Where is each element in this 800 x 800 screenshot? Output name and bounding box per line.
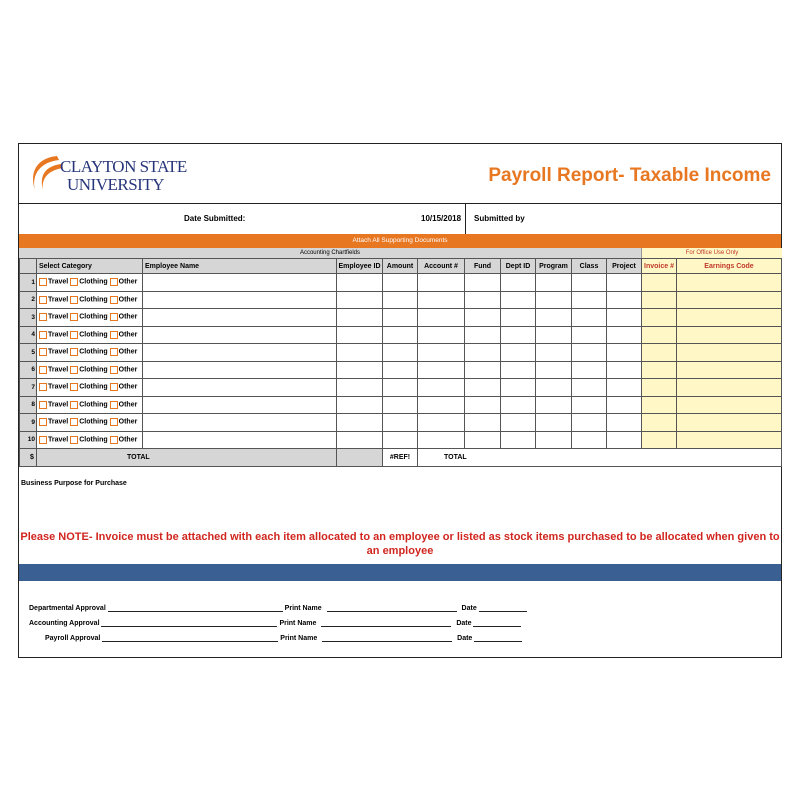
employee-id-cell[interactable] — [337, 379, 383, 397]
account-cell[interactable] — [418, 291, 465, 309]
class-cell[interactable] — [572, 396, 607, 414]
row-number-header — [20, 259, 37, 274]
class-cell[interactable] — [572, 379, 607, 397]
travel-label: Travel — [48, 348, 69, 356]
select-category-header: Select Category — [37, 259, 143, 274]
employee-name-cell[interactable] — [143, 396, 337, 414]
employee-id-cell[interactable] — [337, 344, 383, 362]
category-cell — [37, 344, 143, 362]
earnings-code-cell[interactable] — [677, 361, 782, 379]
divider — [19, 203, 781, 204]
other-label: Other — [118, 401, 138, 409]
project-cell[interactable] — [607, 431, 642, 449]
table-row — [20, 309, 782, 327]
other-label: Other — [118, 436, 138, 444]
travel-checkbox[interactable] — [39, 331, 47, 339]
other-label: Other — [118, 418, 138, 426]
clothing-label: Clothing — [79, 296, 108, 304]
program-cell[interactable] — [536, 396, 572, 414]
amount-cell[interactable] — [383, 414, 418, 432]
employee-name-cell[interactable] — [143, 379, 337, 397]
account-cell[interactable] — [418, 361, 465, 379]
print-name-field[interactable] — [321, 619, 451, 627]
earnings-code-cell[interactable] — [677, 291, 782, 309]
category-cell — [37, 431, 143, 449]
print-name-label: Print Name — [279, 620, 317, 627]
fund-header: Fund — [465, 259, 501, 274]
project-cell[interactable] — [607, 414, 642, 432]
expense-table — [19, 258, 782, 467]
class-header: Class — [572, 259, 607, 274]
row-number: 10 — [20, 431, 37, 449]
employee-name-cell[interactable] — [143, 431, 337, 449]
approval-row-departmental — [29, 604, 527, 612]
dept-id-cell[interactable] — [501, 361, 536, 379]
program-cell[interactable] — [536, 326, 572, 344]
approval-label: Payroll Approval — [45, 635, 101, 642]
row-number: 1 — [20, 274, 37, 292]
table-row — [20, 431, 782, 449]
approval-label: Departmental Approval — [29, 605, 106, 612]
business-purpose-label: Business Purpose for Purchase — [21, 480, 127, 487]
account-cell[interactable] — [418, 344, 465, 362]
amount-cell[interactable] — [383, 344, 418, 362]
invoice-cell[interactable] — [642, 274, 677, 292]
project-cell[interactable] — [607, 379, 642, 397]
category-cell — [37, 274, 143, 292]
row-number: 3 — [20, 309, 37, 327]
account-cell[interactable] — [418, 326, 465, 344]
travel-checkbox[interactable] — [39, 313, 47, 321]
program-cell[interactable] — [536, 361, 572, 379]
invoice-header: Invoice # — [642, 259, 677, 274]
travel-label: Travel — [48, 296, 69, 304]
clothing-checkbox[interactable] — [70, 348, 78, 356]
row-number: 5 — [20, 344, 37, 362]
table-row — [20, 274, 782, 292]
earnings-code-cell[interactable] — [677, 326, 782, 344]
row-number: 7 — [20, 379, 37, 397]
earnings-code-header: Earnings Code — [677, 259, 782, 274]
project-cell[interactable] — [607, 274, 642, 292]
other-checkbox[interactable] — [110, 296, 118, 304]
class-cell[interactable] — [572, 361, 607, 379]
earnings-code-cell[interactable] — [677, 396, 782, 414]
other-label: Other — [118, 278, 138, 286]
amount-cell[interactable] — [383, 309, 418, 327]
program-cell[interactable] — [536, 274, 572, 292]
dept-id-cell[interactable] — [501, 309, 536, 327]
travel-checkbox[interactable] — [39, 436, 47, 444]
earnings-code-cell[interactable] — [677, 344, 782, 362]
project-cell[interactable] — [607, 309, 642, 327]
program-cell[interactable] — [536, 431, 572, 449]
project-cell[interactable] — [607, 326, 642, 344]
other-checkbox[interactable] — [110, 331, 118, 339]
fund-cell[interactable] — [465, 379, 501, 397]
other-checkbox[interactable] — [110, 418, 118, 426]
invoice-note: Please NOTE- Invoice must be attached with each item allocated to an employee or listed as stock items purchased to be allocated when given to an employee — [20, 531, 780, 557]
project-cell[interactable] — [607, 344, 642, 362]
invoice-cell[interactable] — [642, 361, 677, 379]
clothing-label: Clothing — [79, 366, 108, 374]
clothing-label: Clothing — [79, 418, 108, 426]
other-checkbox[interactable] — [110, 401, 118, 409]
table-header-row — [20, 259, 782, 274]
clothing-label: Clothing — [79, 383, 108, 391]
print-name-field[interactable] — [327, 604, 457, 612]
category-cell — [37, 291, 143, 309]
earnings-code-cell[interactable] — [677, 431, 782, 449]
fund-cell[interactable] — [465, 274, 501, 292]
clothing-checkbox[interactable] — [70, 313, 78, 321]
employee-id-cell[interactable] — [337, 414, 383, 432]
invoice-cell[interactable] — [642, 396, 677, 414]
table-row — [20, 344, 782, 362]
other-label: Other — [118, 296, 138, 304]
print-name-label: Print Name — [280, 635, 318, 642]
date-submitted-value[interactable]: 10/15/2018 — [421, 214, 462, 223]
project-header: Project — [607, 259, 642, 274]
clothing-checkbox[interactable] — [70, 331, 78, 339]
travel-label: Travel — [48, 313, 69, 321]
dept-id-cell[interactable] — [501, 414, 536, 432]
signature-field[interactable] — [101, 619, 277, 627]
other-checkbox[interactable] — [110, 313, 118, 321]
travel-checkbox[interactable] — [39, 348, 47, 356]
project-cell[interactable] — [607, 396, 642, 414]
dept-id-cell[interactable] — [501, 396, 536, 414]
other-label: Other — [118, 331, 138, 339]
clothing-checkbox[interactable] — [70, 401, 78, 409]
program-header: Program — [536, 259, 572, 274]
signature-field[interactable] — [108, 604, 283, 612]
class-cell[interactable] — [572, 431, 607, 449]
amount-cell[interactable] — [383, 396, 418, 414]
date-submitted-label: Date Submitted: — [184, 214, 246, 223]
employee-name-cell[interactable] — [143, 326, 337, 344]
fund-cell[interactable] — [465, 414, 501, 432]
row-number: 4 — [20, 326, 37, 344]
invoice-cell[interactable] — [642, 414, 677, 432]
row-number: 2 — [20, 291, 37, 309]
employee-id-cell[interactable] — [337, 291, 383, 309]
program-cell[interactable] — [536, 379, 572, 397]
table-row — [20, 291, 782, 309]
category-cell — [37, 396, 143, 414]
dept-id-cell[interactable] — [501, 379, 536, 397]
category-cell — [37, 309, 143, 327]
class-cell[interactable] — [572, 414, 607, 432]
table-row — [20, 396, 782, 414]
travel-label: Travel — [48, 418, 69, 426]
signature-field[interactable] — [102, 634, 278, 642]
date-label: Date — [457, 635, 473, 642]
travel-label: Travel — [48, 366, 69, 374]
office-use-header: For Office Use Only — [641, 248, 782, 259]
amount-cell[interactable] — [383, 379, 418, 397]
dept-id-header: Dept ID — [501, 259, 536, 274]
row-number: 6 — [20, 361, 37, 379]
attach-documents-banner: Attach All Supporting Documents — [19, 234, 781, 248]
travel-checkbox[interactable] — [39, 401, 47, 409]
account-cell[interactable] — [418, 309, 465, 327]
travel-checkbox[interactable] — [39, 296, 47, 304]
class-cell[interactable] — [572, 344, 607, 362]
clothing-checkbox[interactable] — [70, 366, 78, 374]
employee-name-cell[interactable] — [143, 274, 337, 292]
fund-cell[interactable] — [465, 396, 501, 414]
clothing-label: Clothing — [79, 436, 108, 444]
employee-name-cell[interactable] — [143, 344, 337, 362]
program-cell[interactable] — [536, 344, 572, 362]
fund-cell[interactable] — [465, 309, 501, 327]
travel-label: Travel — [48, 331, 69, 339]
other-checkbox[interactable] — [110, 383, 118, 391]
invoice-cell[interactable] — [642, 379, 677, 397]
fund-cell[interactable] — [465, 326, 501, 344]
fund-cell[interactable] — [465, 291, 501, 309]
employee-id-cell[interactable] — [337, 361, 383, 379]
date-label: Date — [456, 620, 472, 627]
category-cell — [37, 379, 143, 397]
other-checkbox[interactable] — [110, 366, 118, 374]
travel-checkbox[interactable] — [39, 278, 47, 286]
employee-id-header: Employee ID — [337, 259, 383, 274]
project-cell[interactable] — [607, 361, 642, 379]
category-cell — [37, 414, 143, 432]
date-field[interactable] — [474, 634, 522, 642]
approval-row-accounting — [29, 619, 521, 627]
account-cell[interactable] — [418, 274, 465, 292]
employee-name-cell[interactable] — [143, 309, 337, 327]
table-row — [20, 326, 782, 344]
print-name-label: Print Name — [284, 605, 322, 612]
other-label: Other — [118, 313, 138, 321]
university-logo — [27, 150, 187, 198]
category-cell — [37, 326, 143, 344]
travel-label: Travel — [48, 436, 69, 444]
employee-id-cell[interactable] — [337, 431, 383, 449]
date-field[interactable] — [479, 604, 527, 612]
table-row — [20, 361, 782, 379]
travel-label: Travel — [48, 401, 69, 409]
clothing-checkbox[interactable] — [70, 296, 78, 304]
travel-label: Travel — [48, 278, 69, 286]
account-header: Account # — [418, 259, 465, 274]
class-cell[interactable] — [572, 326, 607, 344]
clothing-checkbox[interactable] — [70, 383, 78, 391]
class-cell[interactable] — [572, 309, 607, 327]
amount-cell[interactable] — [383, 361, 418, 379]
invoice-cell[interactable] — [642, 309, 677, 327]
accounting-chartfields-header: Accounting Chartfields — [19, 248, 641, 259]
table-row — [20, 414, 782, 432]
total-label: TOTAL — [37, 449, 337, 467]
other-label: Other — [118, 348, 138, 356]
program-cell[interactable] — [536, 309, 572, 327]
dept-id-cell[interactable] — [501, 291, 536, 309]
employee-name-cell[interactable] — [143, 361, 337, 379]
dept-id-cell[interactable] — [501, 431, 536, 449]
total-spacer — [337, 449, 383, 467]
employee-id-cell[interactable] — [337, 396, 383, 414]
approval-row-payroll — [45, 634, 522, 642]
travel-checkbox[interactable] — [39, 366, 47, 374]
employee-id-cell[interactable] — [337, 274, 383, 292]
invoice-cell[interactable] — [642, 431, 677, 449]
amount-cell[interactable] — [383, 274, 418, 292]
class-cell[interactable] — [572, 274, 607, 292]
dept-id-cell[interactable] — [501, 326, 536, 344]
date-field[interactable] — [473, 619, 521, 627]
account-cell[interactable] — [418, 431, 465, 449]
row-number: 9 — [20, 414, 37, 432]
logo-text-line2: UNIVERSITY — [67, 175, 164, 194]
employee-name-header: Employee Name — [143, 259, 337, 274]
other-checkbox[interactable] — [110, 348, 118, 356]
print-name-field[interactable] — [322, 634, 452, 642]
employee-name-cell[interactable] — [143, 414, 337, 432]
dept-id-cell[interactable] — [501, 274, 536, 292]
travel-checkbox[interactable] — [39, 418, 47, 426]
clothing-label: Clothing — [79, 278, 108, 286]
fund-cell[interactable] — [465, 361, 501, 379]
table-row — [20, 379, 782, 397]
amount-cell[interactable] — [383, 431, 418, 449]
employee-id-cell[interactable] — [337, 309, 383, 327]
total-dollar-sign: $ — [20, 449, 37, 467]
travel-checkbox[interactable] — [39, 383, 47, 391]
date-label: Date — [461, 605, 477, 612]
project-cell[interactable] — [607, 291, 642, 309]
amount-cell[interactable] — [383, 291, 418, 309]
travel-label: Travel — [48, 383, 69, 391]
blue-divider-bar — [19, 564, 781, 581]
payroll-report-form — [18, 143, 782, 658]
total-label-2: TOTAL — [418, 449, 782, 467]
amount-header: Amount — [383, 259, 418, 274]
divider — [465, 203, 466, 234]
invoice-cell[interactable] — [642, 291, 677, 309]
other-checkbox[interactable] — [110, 278, 118, 286]
logo-text-line1: CLAYTON STATE — [60, 157, 187, 176]
employee-name-cell[interactable] — [143, 291, 337, 309]
program-cell[interactable] — [536, 291, 572, 309]
earnings-code-cell[interactable] — [677, 309, 782, 327]
dept-id-cell[interactable] — [501, 344, 536, 362]
clothing-label: Clothing — [79, 348, 108, 356]
other-label: Other — [118, 366, 138, 374]
account-cell[interactable] — [418, 396, 465, 414]
submitted-by-label: Submitted by — [474, 214, 525, 223]
invoice-cell[interactable] — [642, 344, 677, 362]
program-cell[interactable] — [536, 414, 572, 432]
page-title: Payroll Report- Taxable Income — [488, 165, 771, 186]
amount-cell[interactable] — [383, 326, 418, 344]
class-cell[interactable] — [572, 291, 607, 309]
fund-cell[interactable] — [465, 431, 501, 449]
other-label: Other — [118, 383, 138, 391]
totals-row — [20, 449, 782, 467]
fund-cell[interactable] — [465, 344, 501, 362]
clothing-checkbox[interactable] — [70, 278, 78, 286]
row-number: 8 — [20, 396, 37, 414]
earnings-code-cell[interactable] — [677, 414, 782, 432]
other-checkbox[interactable] — [110, 436, 118, 444]
approval-label: Accounting Approval — [29, 620, 100, 627]
earnings-code-cell[interactable] — [677, 274, 782, 292]
clothing-label: Clothing — [79, 401, 108, 409]
earnings-code-cell[interactable] — [677, 379, 782, 397]
clothing-checkbox[interactable] — [70, 418, 78, 426]
account-cell[interactable] — [418, 414, 465, 432]
account-cell[interactable] — [418, 379, 465, 397]
clothing-label: Clothing — [79, 331, 108, 339]
category-cell — [37, 361, 143, 379]
clothing-label: Clothing — [79, 313, 108, 321]
total-ref-error: #REF! — [383, 449, 418, 467]
invoice-cell[interactable] — [642, 326, 677, 344]
employee-id-cell[interactable] — [337, 326, 383, 344]
clothing-checkbox[interactable] — [70, 436, 78, 444]
